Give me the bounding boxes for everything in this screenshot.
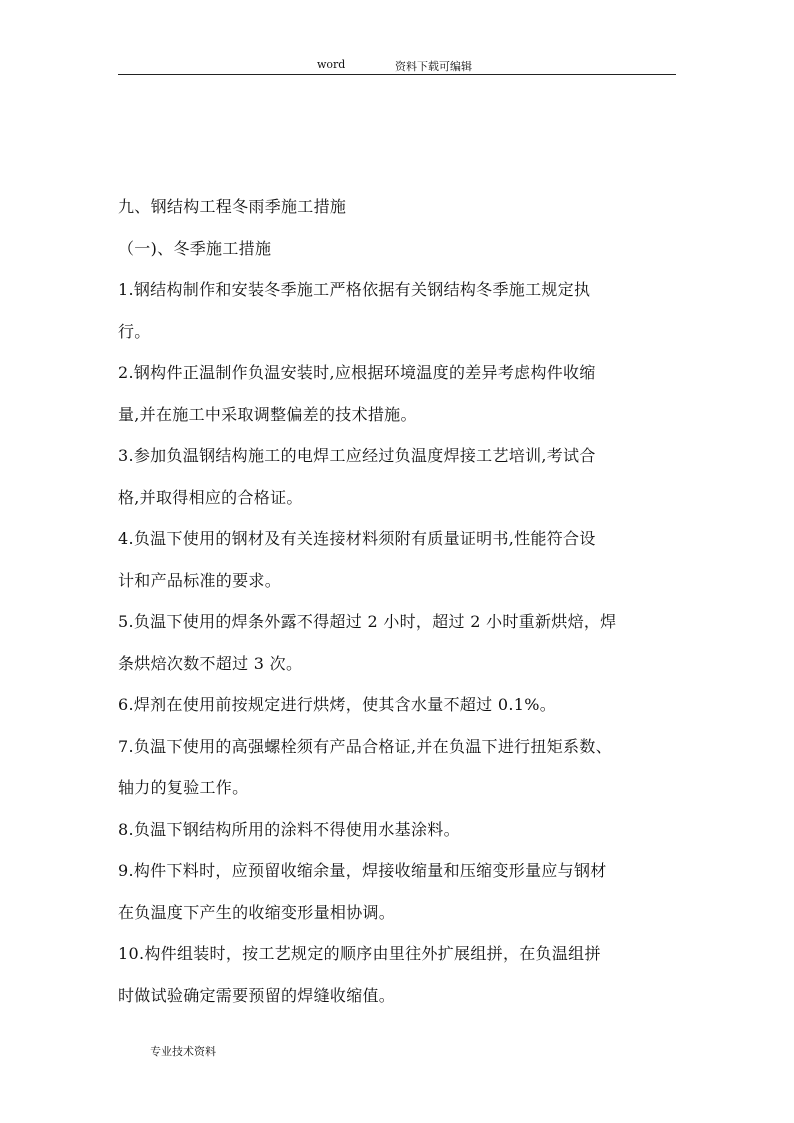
text-line: 条烘焙次数不超过 3 次。 — [118, 653, 303, 673]
subsection-heading: （一)、冬季施工措施 — [118, 238, 272, 258]
document-body — [118, 186, 680, 1016]
text-line: 1.钢结构制作和安装冬季施工严格依据有关钢结构冬季施工规定执 — [118, 280, 591, 299]
text-line: 时做试验确定需要预留的焊缝收缩值。 — [118, 985, 396, 1005]
text-line: 4.负温下使用的钢材及有关连接材料须附有质量证明书,性能符合设 — [118, 529, 596, 548]
text-line: 2.钢构件正温制作负温安装时,应根据环境温度的差异考虑构件收缩 — [118, 363, 596, 382]
text-line: 计和产品标准的要求。 — [118, 570, 282, 590]
header-subtitle: 资料下载可编辑 — [395, 60, 472, 73]
text-line: 7.负温下使用的高强螺栓须有产品合格证,并在负温下进行扭矩系数、 — [118, 736, 612, 756]
text-line: 轴力的复验工作。 — [118, 778, 249, 797]
text-line: 5.负温下使用的焊条外露不得超过 2 小时，超过 2 小时重新烘焙，焊 — [118, 612, 617, 631]
text-line: 3.参加负温钢结构施工的电焊工应经过负温度焊接工艺培训,考试合 — [118, 446, 596, 465]
text-line: 8.负温下钢结构所用的涂料不得使用水基涂料。 — [118, 819, 460, 839]
text-line: 9.构件下料时，应预留收缩余量，焊接收缩量和压缩变形量应与钢材 — [118, 861, 607, 880]
text-line: 在负温度下产生的收缩变形量相协调。 — [118, 902, 396, 922]
page-footer: 专业技术资料 — [150, 1045, 216, 1058]
text-line: 行。 — [118, 321, 151, 341]
text-line: 6.焊剂在使用前按规定进行烘烤，使其含水量不超过 0.1%。 — [118, 695, 557, 714]
text-line: 10.构件组装时，按工艺规定的顺序由里往外扩展组拼，在负温组拼 — [118, 944, 601, 963]
text-line: 格,并取得相应的合格证。 — [118, 487, 303, 507]
section-heading: 九、钢结构工程冬雨季施工措施 — [118, 197, 347, 216]
page-header — [118, 56, 676, 75]
text-line: 量,并在施工中采取调整偏差的技术措施。 — [118, 404, 417, 424]
header-word: word — [317, 58, 346, 71]
